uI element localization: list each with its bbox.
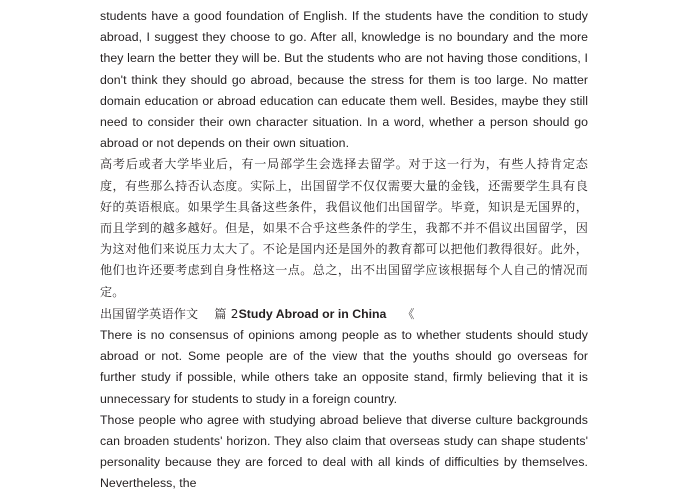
paragraph-essay-opening: There is no consensus of opinions among people as to whether students should study abroad or not. Some people are of the view that the youths should go overseas for further study if possible, while others take an opposite stand, firmly believing that it is unnecessary for students to study in a foreign country. xyxy=(100,328,588,406)
section-heading-mark: 《 xyxy=(402,306,415,321)
section-heading-title: Study Abroad or in China xyxy=(238,306,387,321)
paragraph-essay-body: Those people who agree with studying abroad believe that diverse culture backgrounds can broaden students' horizon. They also claim that overseas study can shape students' personality because they are forced to deal with all kinds of difficulties by themselves. Nevertheless, the xyxy=(100,412,588,491)
paragraph-chinese-summary: 高考后或者大学毕业后，有一局部学生会选择去留学。对于这一行为，有些人持肯定态度，有些那么持否认态度。实际上，出国留学不仅仅需要大量的金钱，还需要学生具有良好的英语根底。如果学生具备这些条件，我倡议他们出国留学。毕竟，知识是无国界的，而且学到的越多越好。但是，如果不合乎这些条件的学生，我都不并不倡议出国留学，因为这对他们来说压力太大了。不论是国内还是国外的教育都可以把他们教得很好。此外，他们也许还要考虑到自身性格这一点。总之，出不出国留学应该根据每个人自己的情况而定。 xyxy=(100,157,588,299)
section-heading-label: 篇 2 xyxy=(214,306,239,321)
section-heading-cn-prefix: 出国留学英语作文 xyxy=(100,306,199,321)
document-page xyxy=(0,6,700,491)
paragraph-english-intro: students have a good foundation of English. If the students have the condition to study abroad, I suggest they choose to go. After all, knowledge is no boundary and the more they learn the better they will be. But the students who are not having those conditions, I don't think they should go abroad, because the stress for them is too large. No matter domain education or abroad education can educate them well. Besides, maybe they still need to consider their own character situation. In a word, whether a person should go abroad or not depends on their own situation. xyxy=(100,9,588,151)
section-heading xyxy=(100,303,588,325)
